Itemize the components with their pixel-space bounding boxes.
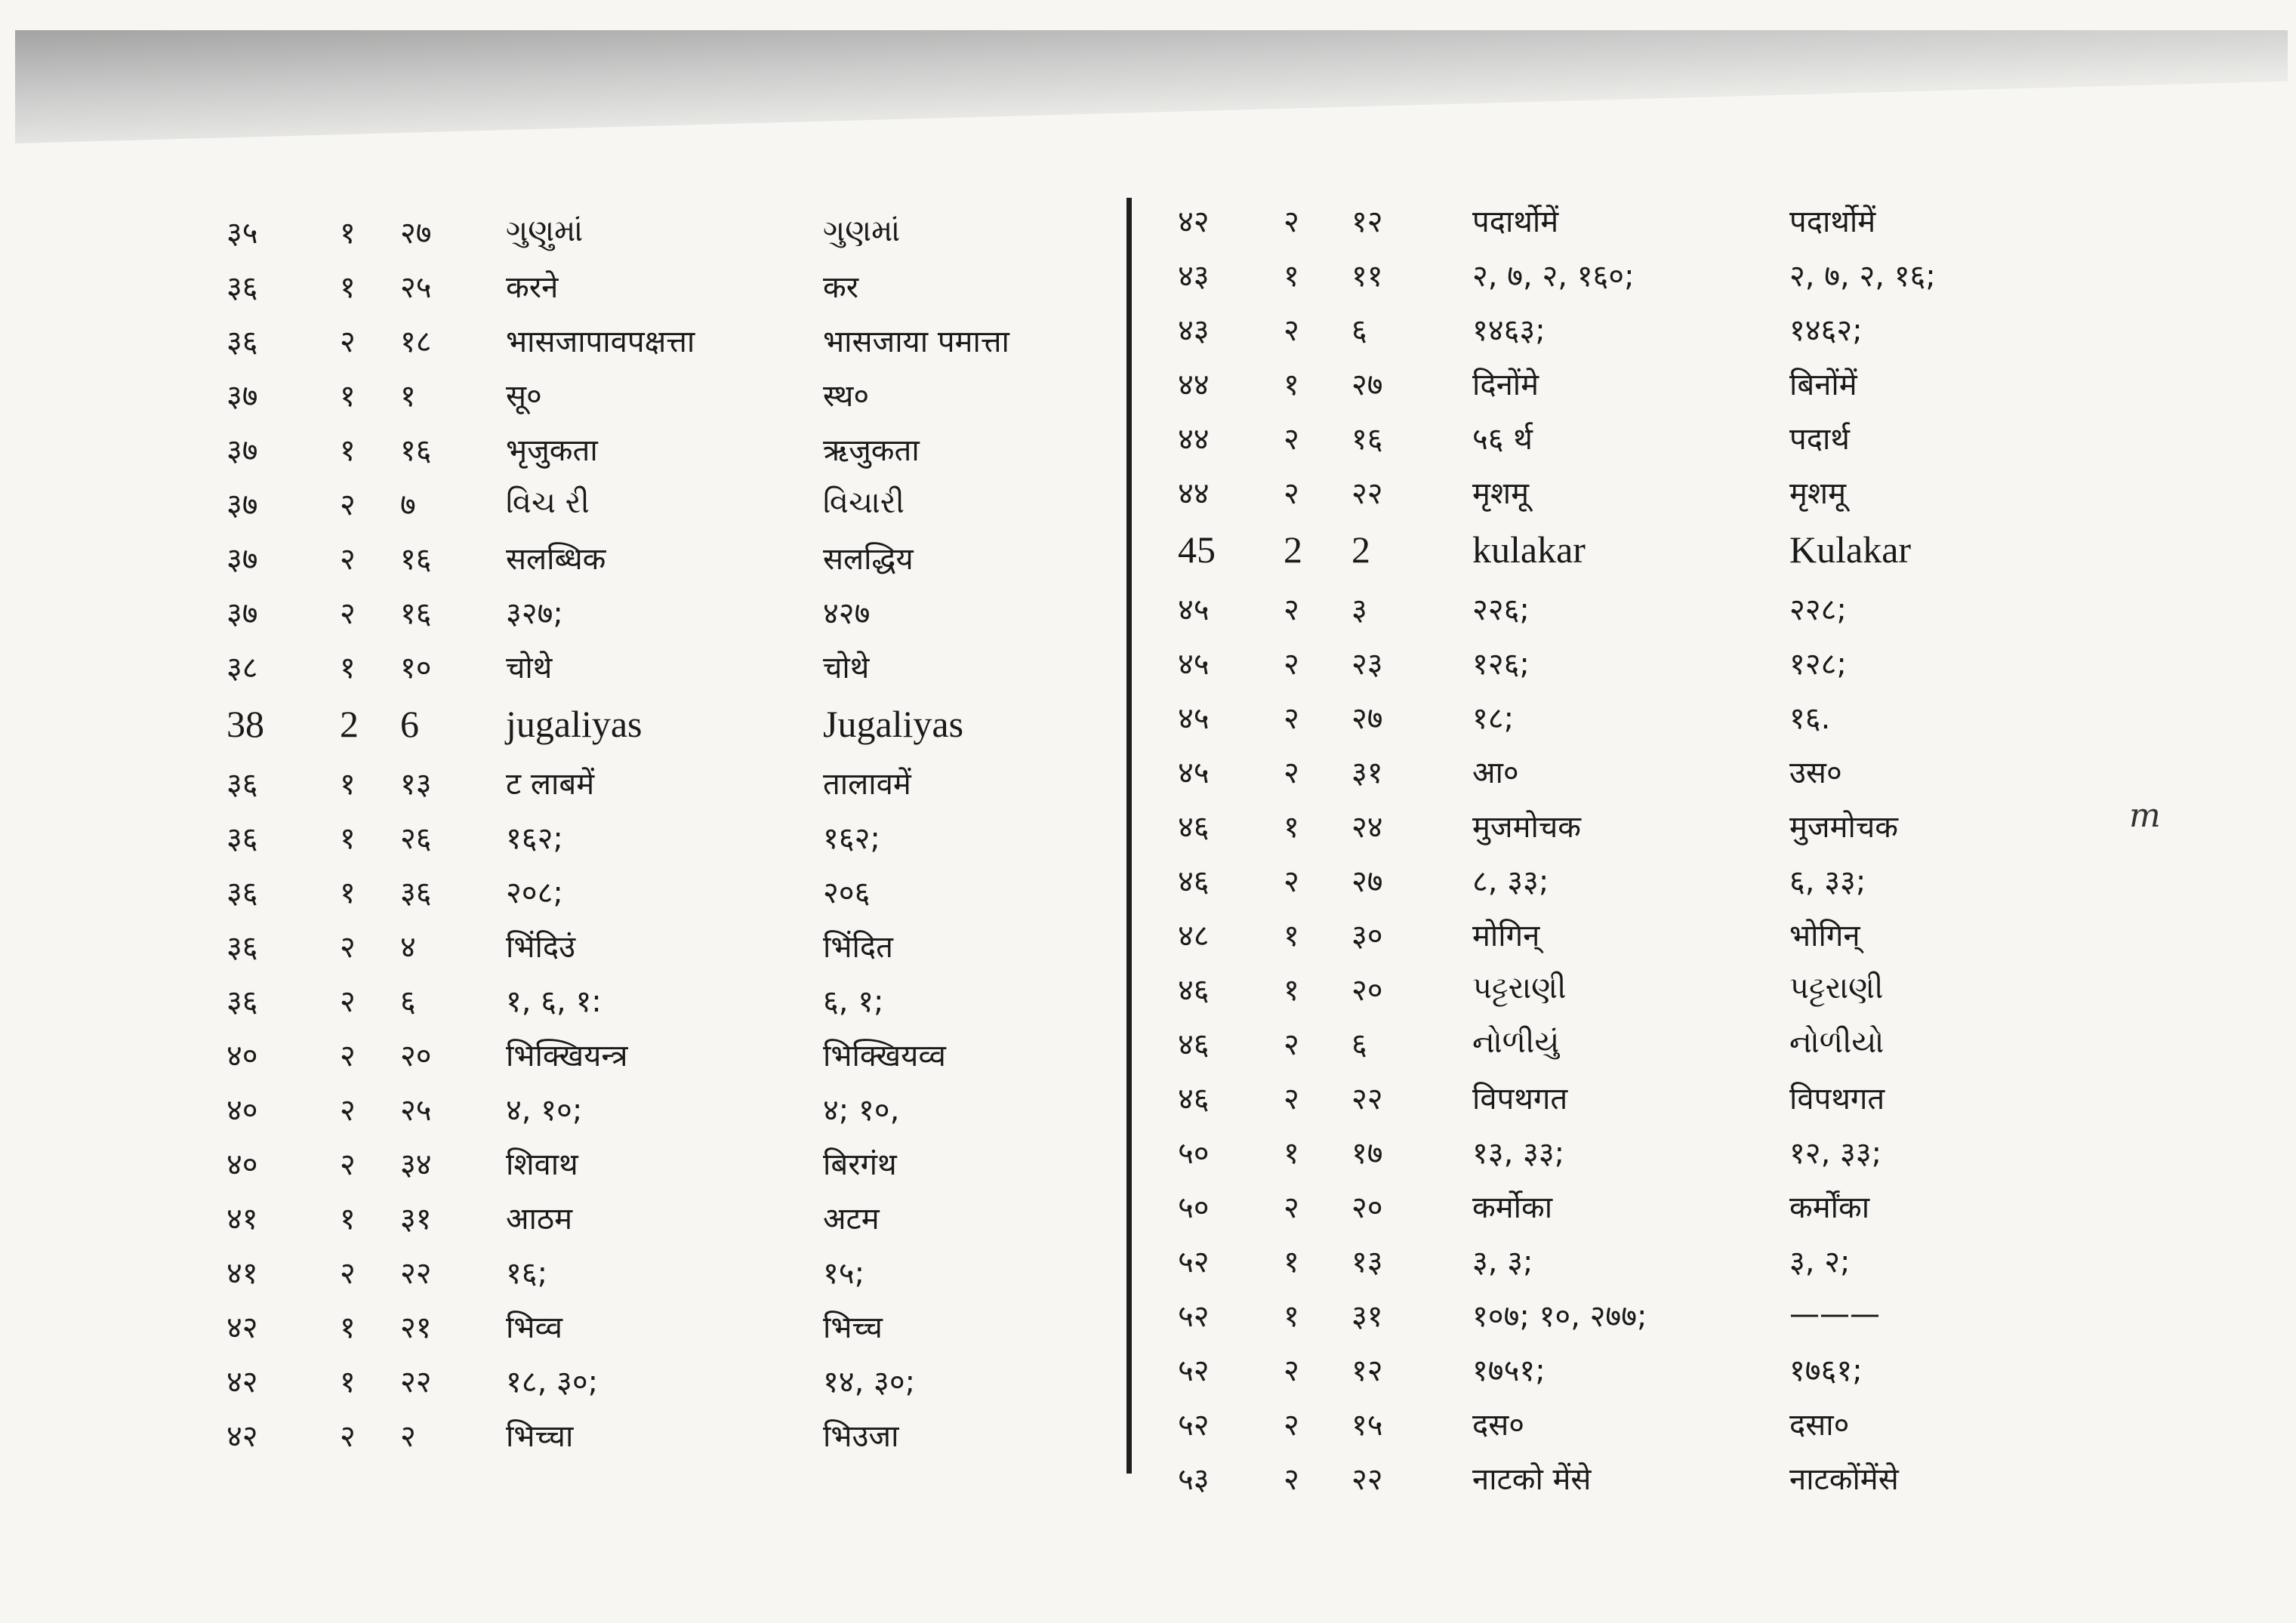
errata-row	[227, 1298, 1095, 1353]
correct-text: भोगिन्	[1789, 918, 1860, 953]
page-number: ५०	[1178, 1135, 1210, 1171]
page-number: ४२	[227, 1364, 258, 1400]
page-number: ४६	[1178, 864, 1210, 899]
errata-row	[227, 204, 1095, 258]
correct-text: भिक्खियव्व	[823, 1038, 946, 1073]
correct-text: Jugaliyas	[823, 703, 964, 745]
page-number: ४४	[1178, 421, 1210, 457]
column-number: २	[1284, 755, 1299, 790]
correct-text: ———	[1789, 1297, 1880, 1332]
incorrect-text: नाटको मेंसे	[1472, 1461, 1592, 1497]
line-number: २	[400, 1418, 416, 1454]
incorrect-text: १८, ३०;	[506, 1364, 599, 1400]
page-number: ३६	[227, 324, 258, 359]
page-number: ५२	[1178, 1353, 1210, 1388]
line-number: १८	[400, 324, 432, 359]
errata-row	[227, 693, 1095, 755]
column-number: २	[340, 929, 356, 965]
column-number: २	[1284, 1407, 1299, 1443]
column-number: १	[1284, 1298, 1299, 1334]
page-number: ३६	[227, 269, 258, 305]
line-number: २२	[1351, 1461, 1383, 1497]
line-number: ६	[1351, 313, 1367, 348]
column-number: २	[1284, 1027, 1299, 1062]
correct-text: १७६१;	[1789, 1353, 1863, 1388]
line-number: १३	[400, 766, 432, 802]
correct-text: मुजमोचक	[1789, 809, 1898, 845]
incorrect-text: भिंदिउं	[506, 929, 575, 965]
page-number: ४४	[1178, 367, 1210, 402]
line-number: ६	[1351, 1027, 1367, 1062]
page-number: ५३	[1178, 1461, 1210, 1497]
errata-row	[1178, 1178, 2084, 1233]
line-number: २२	[400, 1255, 432, 1291]
line-number: ३१	[1351, 755, 1383, 790]
page-number: ३६	[227, 875, 258, 910]
errata-row	[227, 476, 1095, 530]
page-number: ४६	[1178, 972, 1210, 1008]
correct-text: २, ७, २, १६;	[1789, 258, 1936, 294]
correct-text: १२, ३३;	[1789, 1135, 1882, 1171]
incorrect-text: विपथगत	[1472, 1081, 1568, 1116]
page-number: ३६	[227, 929, 258, 965]
page-number: ३६	[227, 766, 258, 802]
line-number: 2	[1351, 528, 1370, 571]
errata-row	[1178, 464, 2084, 519]
column-number: १	[340, 215, 356, 251]
column-number: २	[1284, 313, 1299, 348]
correct-text: स्थ०	[823, 378, 870, 414]
errata-column-right	[1178, 192, 2084, 1504]
line-number: २२	[400, 1364, 432, 1400]
page-number: ४३	[1178, 313, 1210, 348]
column-number: १	[340, 650, 356, 685]
correct-text: कर	[823, 269, 859, 305]
line-number: २१	[400, 1310, 432, 1345]
errata-row	[1178, 301, 2084, 356]
page-number: ५२	[1178, 1244, 1210, 1280]
line-number: ३	[1351, 592, 1367, 627]
column-number: २	[1284, 476, 1299, 511]
correct-text: २०६	[823, 875, 871, 910]
column-number: १	[1284, 258, 1299, 294]
column-number: 2	[340, 703, 359, 745]
incorrect-text: १०७; १०, २७७;	[1472, 1298, 1647, 1334]
errata-row	[1178, 581, 2084, 635]
line-number: ३०	[1351, 918, 1383, 953]
incorrect-text: २०८;	[506, 875, 563, 910]
incorrect-text: भृजुकता	[506, 433, 598, 468]
incorrect-text: २, ७, २, १६०;	[1472, 258, 1635, 294]
column-number: २	[340, 1092, 356, 1128]
line-number: १५	[1351, 1407, 1383, 1443]
column-number: १	[340, 378, 356, 414]
line-number: १६	[1351, 421, 1383, 457]
correct-text: १६.	[1789, 701, 1831, 736]
column-number: २	[340, 1038, 356, 1073]
column-number: २	[340, 324, 356, 359]
errata-row	[227, 639, 1095, 693]
incorrect-text: ८, ३३;	[1472, 864, 1549, 899]
correct-text: ४; १०,	[823, 1092, 900, 1128]
incorrect-text: चोथे	[506, 650, 553, 685]
correct-text: भिंदित	[823, 929, 893, 965]
errata-row	[1178, 907, 2084, 961]
incorrect-text: १३, ३३;	[1472, 1135, 1565, 1171]
incorrect-text: पदार्थोमें	[1472, 204, 1559, 239]
errata-row	[227, 1081, 1095, 1135]
errata-row	[227, 258, 1095, 313]
page-number: ४२	[1178, 204, 1210, 239]
page-number: ४१	[227, 1255, 258, 1291]
column-number: २	[1284, 1353, 1299, 1388]
errata-row	[1178, 519, 2084, 581]
correct-text: १४६२;	[1789, 313, 1863, 348]
page-number: ३७	[227, 378, 258, 414]
page-number: ४२	[227, 1418, 258, 1454]
line-number: १६	[400, 596, 432, 631]
correct-text: विपथगत	[1789, 1081, 1885, 1116]
correct-text: भासजाया पमात्ता	[823, 324, 1009, 359]
incorrect-text: १६२;	[506, 821, 563, 856]
correct-text: નોળીયો	[1789, 1025, 1885, 1060]
line-number: १६	[400, 433, 432, 468]
correct-text: पदार्थ	[1789, 421, 1850, 457]
column-number: १	[1284, 918, 1299, 953]
correct-text: पदार्थोमें	[1789, 204, 1876, 239]
page-number: ४६	[1178, 1027, 1210, 1062]
column-number: १	[340, 821, 356, 856]
errata-row	[227, 1135, 1095, 1190]
incorrect-text: १, ६, १:	[506, 984, 602, 1019]
page-number: ४४	[1178, 476, 1210, 511]
line-number: २३	[1351, 646, 1383, 682]
column-number: १	[1284, 972, 1299, 1008]
line-number: १७	[1351, 1135, 1383, 1171]
incorrect-text: १२६;	[1472, 646, 1530, 682]
errata-row	[227, 584, 1095, 639]
column-number: २	[1284, 864, 1299, 899]
correct-text: बिनोंमें	[1789, 367, 1857, 402]
page-number: ५२	[1178, 1298, 1210, 1334]
correct-text: ६, ३३;	[1789, 864, 1866, 899]
correct-text: Kulakar	[1789, 528, 1912, 571]
errata-row	[1178, 1015, 2084, 1070]
errata-row	[227, 809, 1095, 864]
line-number: ४	[400, 929, 416, 965]
margin-mark: m	[2129, 796, 2161, 835]
column-number: १	[340, 269, 356, 305]
correct-text: ऋजुकता	[823, 433, 920, 468]
line-number: २०	[400, 1038, 432, 1073]
correct-text: १२८;	[1789, 646, 1847, 682]
column-number: १	[340, 433, 356, 468]
line-number: २७	[1351, 701, 1383, 736]
incorrect-text: मुजमोचक	[1472, 809, 1581, 845]
errata-row	[1178, 635, 2084, 689]
errata-row	[227, 313, 1095, 367]
column-number: २	[1284, 1190, 1299, 1225]
line-number: २२	[1351, 1081, 1383, 1116]
correct-text: उस०	[1789, 755, 1842, 790]
correct-text: तालावमें	[823, 766, 911, 802]
line-number: २०	[1351, 972, 1383, 1008]
errata-row	[1178, 1124, 2084, 1178]
column-number: २	[340, 596, 356, 631]
page-number: ३७	[227, 433, 258, 468]
errata-row	[1178, 1450, 2084, 1504]
column-number: २	[1284, 204, 1299, 239]
errata-row	[1178, 192, 2084, 247]
column-number: २	[1284, 592, 1299, 627]
correct-text: પટ્ટરાણી	[1789, 971, 1884, 1006]
errata-row	[1178, 1287, 2084, 1341]
page-number: ४६	[1178, 809, 1210, 845]
correct-text: १४, ३०;	[823, 1364, 916, 1400]
column-number: २	[1284, 421, 1299, 457]
line-number: ३१	[400, 1201, 432, 1236]
correct-text: ६, १;	[823, 984, 884, 1019]
incorrect-text: ३, ३;	[1472, 1244, 1533, 1280]
errata-row	[227, 1244, 1095, 1298]
line-number: २७	[1351, 864, 1383, 899]
errata-row	[227, 864, 1095, 918]
correct-text: भिच्च	[823, 1310, 883, 1345]
errata-row	[1178, 798, 2084, 852]
page-number: ३७	[227, 541, 258, 577]
column-divider	[1126, 198, 1132, 1474]
errata-row	[1178, 852, 2084, 907]
column-number: २	[340, 1418, 356, 1454]
column-number: २	[340, 1255, 356, 1291]
correct-text: चोथे	[823, 650, 870, 685]
line-number: २४	[1351, 809, 1383, 845]
incorrect-text: १८;	[1472, 701, 1515, 736]
correct-text: दसा०	[1789, 1407, 1850, 1443]
line-number: २७	[1351, 367, 1383, 402]
line-number: ३६	[400, 875, 432, 910]
page-number: ३६	[227, 821, 258, 856]
incorrect-text: ५६ र्थ	[1472, 421, 1533, 457]
correct-text: ४२७	[823, 596, 871, 631]
incorrect-text: १४६३;	[1472, 313, 1546, 348]
correct-text: ३, २;	[1789, 1244, 1851, 1280]
errata-row	[1178, 744, 2084, 798]
incorrect-text: आठम	[506, 1201, 573, 1236]
page-number: 38	[227, 703, 264, 745]
incorrect-text: भिव्व	[506, 1310, 562, 1345]
errata-row	[227, 972, 1095, 1027]
incorrect-text: ट लाबमें	[506, 766, 595, 802]
incorrect-text: २२६;	[1472, 592, 1530, 627]
incorrect-text: सलब्धिक	[506, 541, 606, 577]
column-number: २	[340, 984, 356, 1019]
page-number: ४०	[227, 1038, 258, 1073]
page-number: ४०	[227, 1092, 258, 1128]
errata-column-left	[227, 204, 1095, 1461]
incorrect-text: करने	[506, 269, 559, 305]
line-number: ३४	[400, 1147, 432, 1182]
incorrect-text: પટ્ટરાણી	[1472, 971, 1567, 1006]
page-number: 45	[1178, 528, 1216, 571]
correct-text: વિચારી	[823, 485, 905, 520]
column-number: २	[1284, 1461, 1299, 1497]
column-number: 2	[1284, 528, 1302, 571]
line-number: १२	[1351, 1353, 1383, 1388]
errata-row	[1178, 961, 2084, 1015]
incorrect-text: कर्मोका	[1472, 1190, 1553, 1225]
page-number: ४५	[1178, 646, 1210, 682]
incorrect-text: मोगिन्	[1472, 918, 1540, 953]
column-number: १	[1284, 1135, 1299, 1171]
incorrect-text: ४, १०;	[506, 1092, 583, 1128]
line-number: ६	[400, 984, 416, 1019]
incorrect-text: भिच्चा	[506, 1418, 574, 1454]
column-number: १	[340, 1310, 356, 1345]
column-number: १	[340, 1201, 356, 1236]
line-number: २६	[400, 821, 432, 856]
correct-text: सलद्धिय	[823, 541, 914, 577]
incorrect-text: १७५१;	[1472, 1353, 1546, 1388]
errata-row	[1178, 247, 2084, 301]
page-number: ३८	[227, 650, 258, 685]
errata-row	[1178, 356, 2084, 410]
correct-text: मृशमू	[1789, 476, 1847, 511]
page-number: ४२	[227, 1310, 258, 1345]
page-number: ३५	[227, 215, 258, 251]
incorrect-text: નોળીયું	[1472, 1025, 1560, 1060]
errata-row	[227, 1190, 1095, 1244]
errata-row	[1178, 1070, 2084, 1124]
line-number: ११	[1351, 258, 1383, 294]
errata-row	[1178, 689, 2084, 744]
scan-shadow-edge	[15, 30, 2288, 143]
column-number: २	[1284, 646, 1299, 682]
page-number: ३७	[227, 487, 258, 522]
errata-row	[227, 918, 1095, 972]
errata-row	[227, 367, 1095, 421]
correct-text: १५;	[823, 1255, 865, 1291]
correct-text: भिउजा	[823, 1418, 899, 1454]
line-number: ३१	[1351, 1298, 1383, 1334]
errata-row	[1178, 410, 2084, 464]
page-number: ४५	[1178, 701, 1210, 736]
line-number: 6	[400, 703, 419, 745]
line-number: १३	[1351, 1244, 1383, 1280]
page-number: ४५	[1178, 755, 1210, 790]
page-number: ४८	[1178, 918, 1210, 953]
column-number: २	[340, 487, 356, 522]
errata-row	[1178, 1233, 2084, 1287]
line-number: १	[400, 378, 416, 414]
incorrect-text: kulakar	[1472, 528, 1586, 571]
column-number: १	[1284, 809, 1299, 845]
correct-text: कर्मोंका	[1789, 1190, 1870, 1225]
incorrect-text: ગુણુમાં	[506, 214, 584, 248]
incorrect-text: jugaliyas	[506, 703, 643, 745]
incorrect-text: सू०	[506, 378, 542, 414]
errata-row	[1178, 1341, 2084, 1396]
line-number: १२	[1351, 204, 1383, 239]
correct-text: १६२;	[823, 821, 880, 856]
column-number: १	[1284, 367, 1299, 402]
incorrect-text: વિચ રી	[506, 485, 590, 520]
correct-text: बिरगंथ	[823, 1147, 897, 1182]
column-number: १	[1284, 1244, 1299, 1280]
incorrect-text: भासजापावपक्षत्ता	[506, 324, 695, 359]
page-number: ४५	[1178, 592, 1210, 627]
incorrect-text: आ०	[1472, 755, 1519, 790]
column-number: २	[340, 541, 356, 577]
errata-row	[1178, 1396, 2084, 1450]
correct-text: नाटकोंमेंसे	[1789, 1461, 1899, 1497]
column-number: २	[1284, 701, 1299, 736]
line-number: १६	[400, 541, 432, 577]
page-number: ४६	[1178, 1081, 1210, 1116]
column-number: १	[340, 1364, 356, 1400]
correct-text: ગુણમાં	[823, 214, 901, 248]
line-number: १०	[400, 650, 432, 685]
column-number: २	[340, 1147, 356, 1182]
line-number: २०	[1351, 1190, 1383, 1225]
errata-row	[227, 1027, 1095, 1081]
errata-row	[227, 421, 1095, 476]
errata-row	[227, 530, 1095, 584]
line-number: २५	[400, 1092, 432, 1128]
correct-text: अटम	[823, 1201, 880, 1236]
page-number: ५२	[1178, 1407, 1210, 1443]
correct-text: २२८;	[1789, 592, 1847, 627]
line-number: ७	[400, 487, 416, 522]
column-number: १	[340, 875, 356, 910]
line-number: २२	[1351, 476, 1383, 511]
page-number: ५०	[1178, 1190, 1210, 1225]
page-number: ४३	[1178, 258, 1210, 294]
errata-row	[227, 1407, 1095, 1461]
line-number: २७	[400, 215, 432, 251]
incorrect-text: ३२७;	[506, 596, 563, 631]
page-number: ४०	[227, 1147, 258, 1182]
page-number: ३६	[227, 984, 258, 1019]
incorrect-text: दिनोंमे	[1472, 367, 1539, 402]
errata-row	[227, 755, 1095, 809]
column-number: १	[340, 766, 356, 802]
errata-row	[227, 1353, 1095, 1407]
incorrect-text: १६;	[506, 1255, 548, 1291]
page-number: ४१	[227, 1201, 258, 1236]
incorrect-text: दस०	[1472, 1407, 1525, 1443]
page-number: ३७	[227, 596, 258, 631]
incorrect-text: मृशमू	[1472, 476, 1530, 511]
line-number: २५	[400, 269, 432, 305]
incorrect-text: शिवाथ	[506, 1147, 578, 1182]
incorrect-text: भिक्खियन्त्र	[506, 1038, 628, 1073]
column-number: २	[1284, 1081, 1299, 1116]
